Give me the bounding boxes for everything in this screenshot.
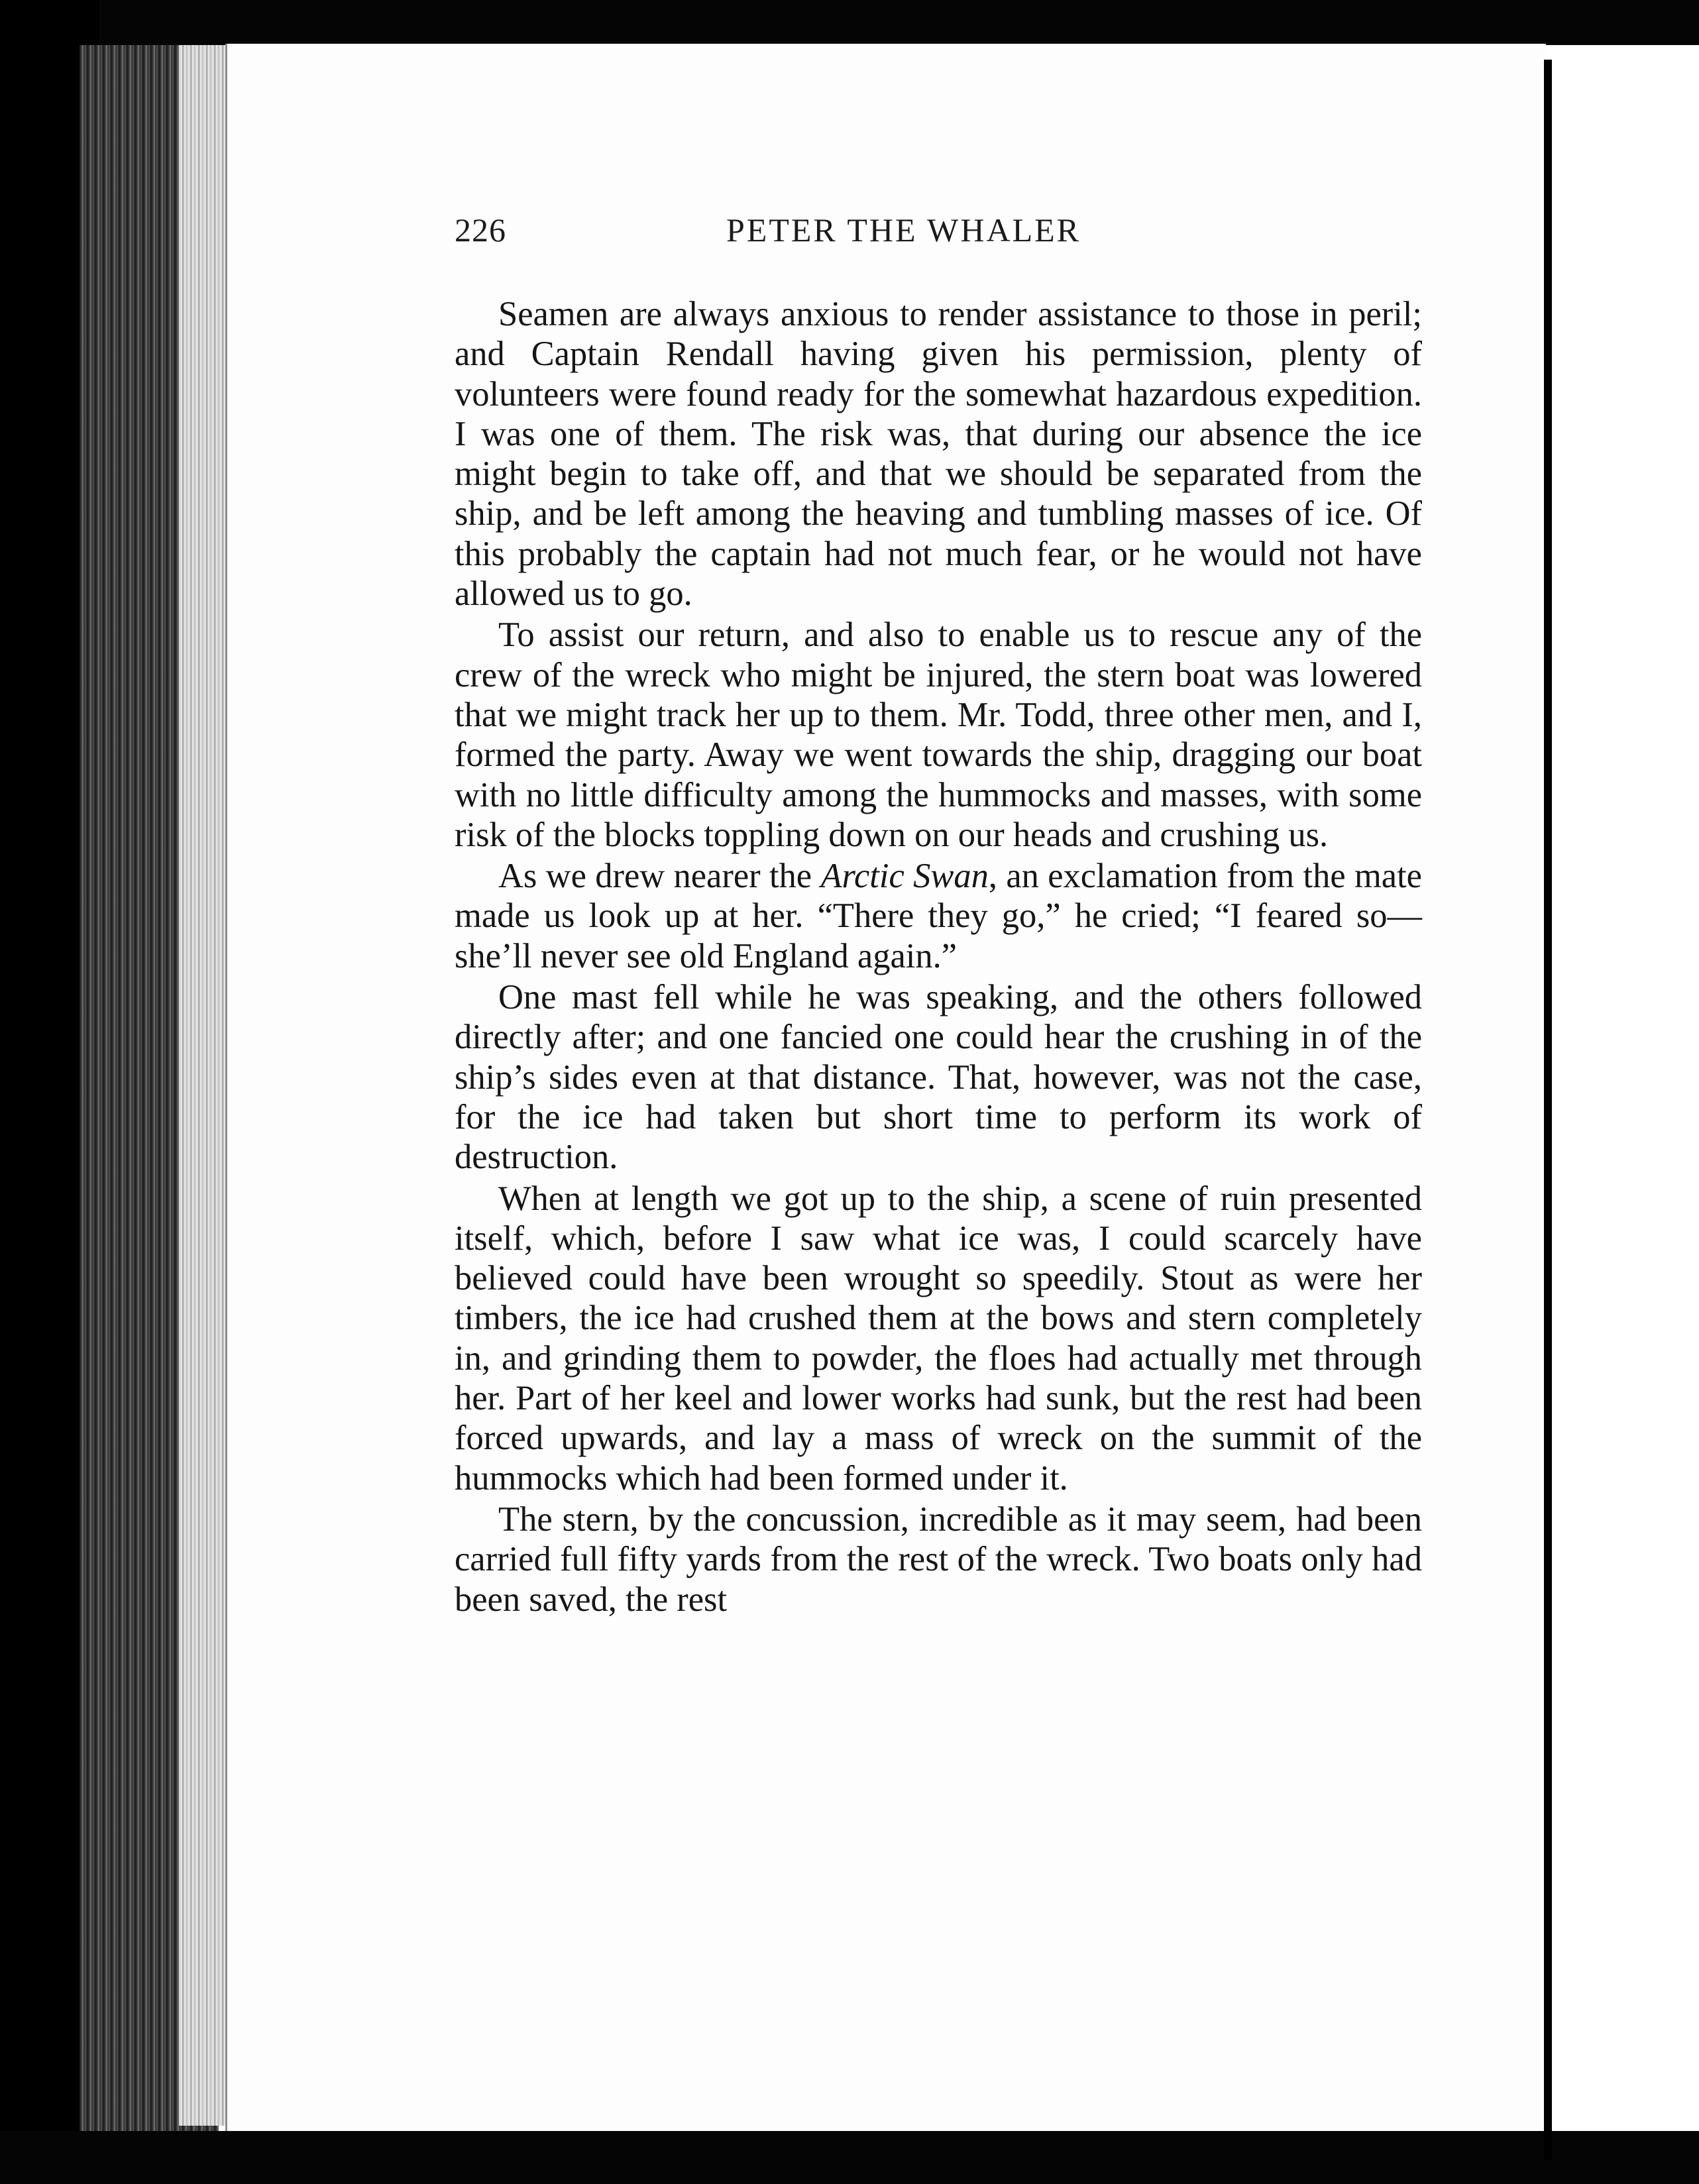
- page-edge-inner: [179, 45, 225, 2126]
- paragraph: Seamen are always anxious to render assistance to those in peril; and Captain Rendall having given his permission, plenty of volunteers were found ready for the somewhat hazardous expedition. I was one of them. The risk was, that during our absence the ice might begin to take off, and that we should be separated from the ship, and be left among the heaving and tumbling masses of ice. Of this probably the captain had not much fear, or he would not have allowed us to go.: [455, 295, 1422, 614]
- paragraph: The stern, by the concussion, incredible as it may seem, had been carried full fifty yards from the rest of the wreck. Two boats only had been saved, the rest: [455, 1500, 1422, 1619]
- running-head: [455, 211, 1422, 264]
- running-title: PETER THE WHALER: [726, 211, 1081, 248]
- scan-margin-right: [1552, 45, 1699, 2132]
- paragraph-text: , an exclamation from the mate made us look up at her. “There they go,” he cried; “I feared so—she’ll never see old England again.”: [455, 857, 1422, 975]
- ship-name: Arctic Swan: [820, 857, 989, 896]
- page-number: 226: [455, 211, 506, 248]
- paragraph: One mast fell while he was speaking, and the others followed directly after; and one fancied one could hear the crushing in of the ship’s sides even at that distance. That, however, was not the case, for the ice had taken but short time to perform its work of destruction.: [455, 978, 1422, 1177]
- paragraph: [455, 856, 1422, 976]
- page-right-border: [1544, 60, 1552, 2160]
- paragraph-text: As we drew nearer the: [498, 857, 821, 896]
- scan-border-top: [0, 0, 1699, 45]
- paragraph: To assist our return, and also to enable us to rescue any of the crew of the wreck who might be injured, the stern boat was lowered that we might track her up to them. Mr. Todd, three other men, and I, formed the party. Away we went towards the ship, dragging our boat with no little difficulty among the hummocks and masses, with some risk of the blocks toppling down on our heads and crushing us.: [455, 616, 1422, 854]
- scan-border-bottom: [0, 2131, 1699, 2184]
- body-text: [455, 294, 1422, 1619]
- paragraph: When at length we got up to the ship, a scene of ruin presented itself, which, before I saw what ice was, I could scarcely have believed could have been wrought so speedily. Stout as were her timbers, the ice had crushed them at the bows and stern completely in, and grinding them to powder, the floes had actually met through her. Part of her keel and lower works had sunk, but the rest had been forced upwards, and lay a mass of wreck on the summit of the hummocks which had been formed under it.: [455, 1179, 1422, 1498]
